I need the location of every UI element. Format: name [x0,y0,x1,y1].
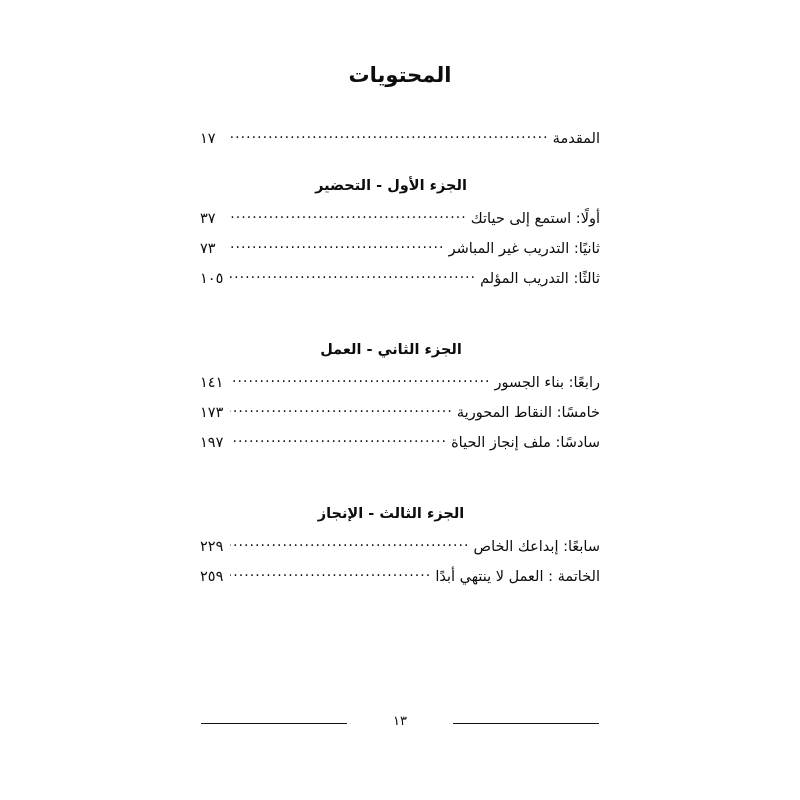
spacer [200,194,600,208]
toc-entry-page-number: ١٩٧ [200,434,224,451]
toc-entry-page-number: ٢٢٩ [200,538,224,555]
toc-entry[interactable] [200,208,600,226]
toc-section-2 [200,342,600,450]
toc-entry-label: رابعًا: بناء الجسور [494,374,600,391]
toc-entry-label: ثانيًا: التدريب غير المباشر [448,240,600,257]
spacer [200,146,600,178]
toc-entry[interactable] [200,536,600,554]
toc-entry-label: الخاتمة : العمل لا ينتهي أبدًا [435,568,600,585]
page-title: المحتويات [348,63,452,87]
spacer [200,420,600,432]
footer-rule-left [201,723,347,724]
toc-entry[interactable] [200,566,600,584]
toc-entry-page-number: ١٧ [200,130,216,147]
dot-leader [230,208,467,223]
spacer [200,390,600,402]
toc-list [200,128,600,584]
toc-entry-page-number: ١٠٥ [200,270,224,287]
section-heading: الجزء الأول - التحضير [315,178,467,194]
toc-entry[interactable] [200,402,600,420]
toc-entry[interactable] [200,268,600,286]
spacer [200,256,600,268]
spacer [200,286,600,342]
toc-section-3 [200,506,600,584]
spacer [200,450,600,506]
toc-entry-label: أولًا: استمع إلى حياتك [470,210,600,227]
toc-entry-page-number: ٢٥٩ [200,568,224,585]
dot-leader [230,536,470,551]
spacer [200,554,600,566]
page-footer [0,716,800,731]
toc-entry-label: سادسًا: ملف إنجاز الحياة [451,434,600,451]
dot-leader [230,402,453,417]
toc-entry[interactable] [200,238,600,256]
dot-leader [230,372,491,387]
toc-entry-page-number: ١٧٣ [200,404,224,421]
toc-entry[interactable] [200,432,600,450]
toc-entry-page-number: ٧٣ [200,240,216,257]
spacer [200,226,600,238]
toc-entry-label: سابعًا: إبداعك الخاص [473,538,600,555]
dot-leader [230,566,431,581]
section-heading: الجزء الثالث - الإنجاز [317,506,465,522]
toc-section-1 [200,178,600,286]
toc-entry-page-number: ٣٧ [200,210,216,227]
toc-entry-intro[interactable] [200,128,600,146]
footer-rule-right [453,723,599,724]
toc-entry[interactable] [200,372,600,390]
toc-entry-label: خامسًا: النقاط المحورية [456,404,600,421]
spacer [200,522,600,536]
dot-leader [230,432,447,447]
toc-entry-label: ثالثًا: التدريب المؤلم [480,270,600,287]
dot-leader [230,238,445,253]
toc-entry-page-number: ١٤١ [200,374,224,391]
footer-page-number: ١٣ [393,714,407,729]
section-heading: الجزء الثاني - العمل [320,342,462,358]
dot-leader [230,268,476,283]
toc-entry-label: المقدمة [552,130,600,147]
dot-leader [230,128,549,143]
spacer [200,358,600,372]
